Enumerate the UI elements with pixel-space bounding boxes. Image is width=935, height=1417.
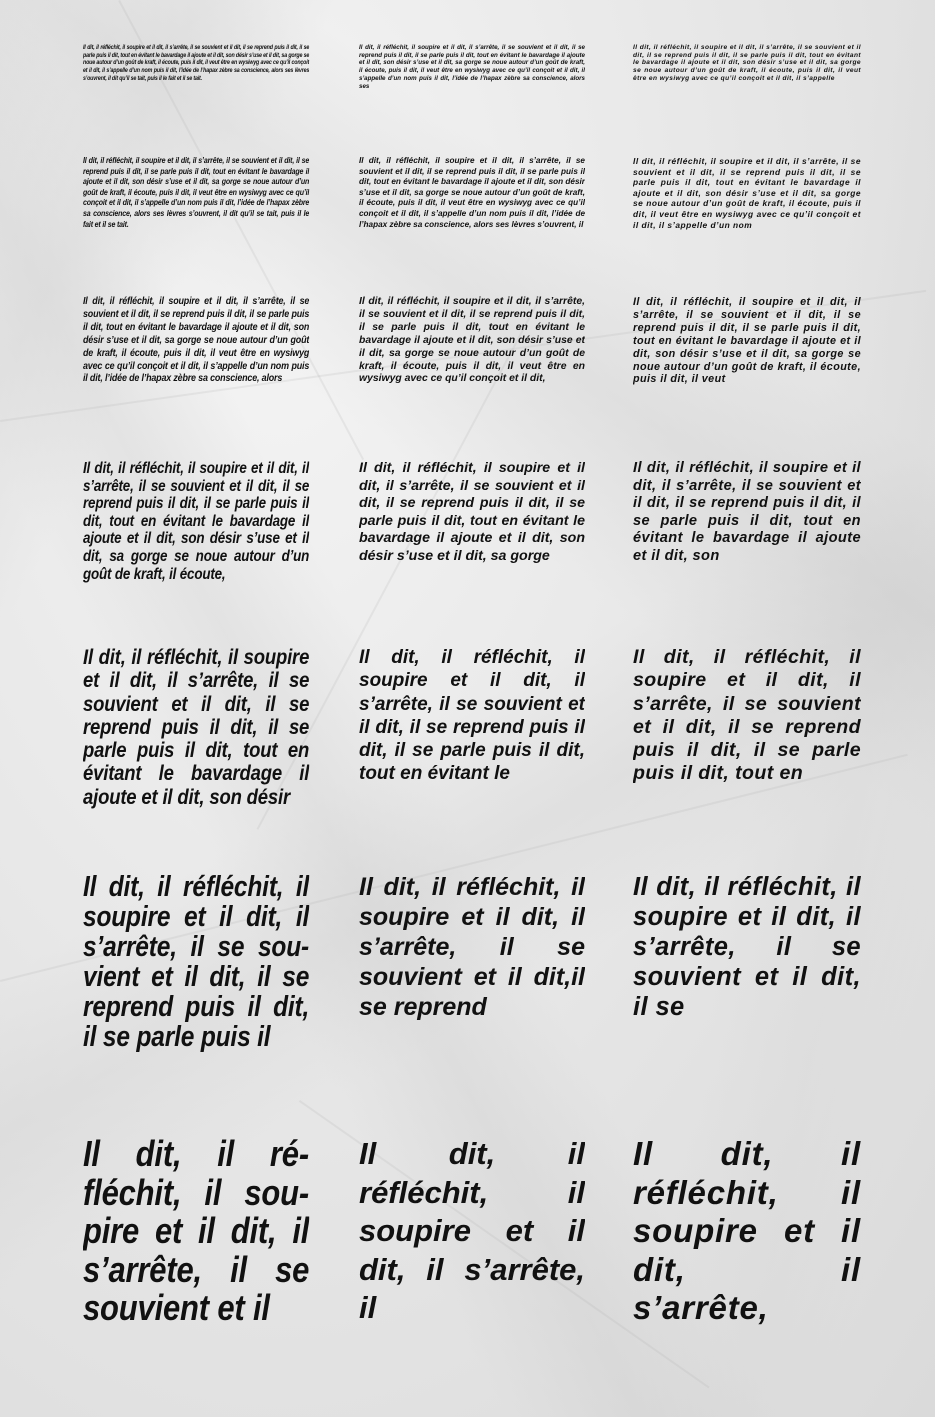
text-block-r4-c3: Il dit, il réfléchit, il soupire et il dit, il s’arrête, il se souvient et il dit, il se reprend puis il dit, il se parle puis il dit, tout en évitant le bavardage il ajoute et il dit, son [633, 460, 861, 564]
text-block-r5-c2: Il dit, il réfléchit, il soupire et il dit, il s’arrête, il se souvient et il dit, il se reprend puis il dit, il se parle puis il dit, tout en évitant le [359, 647, 585, 785]
text-block-r2-c3: Il dit, il réfléchit, il soupire et il dit, il s’arrête, il se souvient et il dit, il se reprend puis il dit, il se parle puis il dit, tout en évitant le bavardage il ajoute et il dit, son désir s’use et il dit, sa gorge se noue autour d’un goût de kraft, il écoute, puis il dit, il veut être en wysiwyg avec ce qu’il conçoit et il dit, il s’appelle d’un nom [633, 156, 861, 230]
text-block-r7-c1: Il dit, il réfléchit, il soupire et il dit, il s’arrête, il se souvient et il [83, 1135, 310, 1328]
text-block-r1-c2: Il dit, il réfléchit, il soupire et il dit, il s’arrête, il se souvient et il dit, il se reprend puis il dit, il se parle puis il dit, tout en évitant le bavardage il ajoute et il dit, son désir s’use et il dit, sa gorge se noue autour d’un goût de kraft, il écoute, puis il dit, il veut être en wysiwyg avec ce qu’il conçoit et il dit, il s’appelle d’un nom puis il dit, l’idée de l’hapax zèbre sa conscience, alors ses [359, 44, 585, 90]
text-block-r1-c1: Il dit, il réfléchit, il soupire et il dit, il s’arrête, il se souvient et il dit, il se reprend puis il dit, il se parle puis il dit, tout en évitant le bavardage il ajoute et il dit, son désir s’use et il dit, sa gorge se noue autour d’un goût de kraft, il écoute, puis il dit, il veut être en wysiwyg avec ce qu’il conçoit et il dit, il s’appelle d’un nom puis il dit, l’idée de l’hapax zèbre sa conscience, alors ses lèvres s’ouvrent, il dit qu’il se tait, puis il le fait et il se tait. [83, 44, 310, 82]
text-block-r3-c2: Il dit, il réfléchit, il soupire et il dit, il s’arrête, il se souvient et il dit, il se reprend puis il dit, il se parle puis il dit, tout en évitant le bavardage il ajoute et il dit, son désir s’use et il dit, sa gorge se noue autour d’un goût de kraft, il écoute, puis il dit, il veut être en wysiwyg avec ce qu’il conçoit et il dit, [359, 296, 585, 385]
text-block-r7-c2: Il dit, il réfléchit, il soupire et il dit, il s’arrête, il [359, 1136, 585, 1325]
text-block-r6-c2: Il dit, il réfléchit, il soupire et il dit, il s’arrête, il se souvient et il dit,il se reprend [359, 873, 585, 1021]
text-block-r2-c1: Il dit, il réfléchit, il soupire et il dit, il s’arrête, il se souvient et il dit, il se reprend puis il dit, il se parle puis il dit, tout en évitant le bavardage il ajoute et il dit, son désir s’use et il dit, sa gorge se noue autour d’un goût de kraft, il écoute, puis il dit, il veut être en wysiwyg avec ce qu’il conçoit et il dit, il s’appelle d’un nom puis il dit, l’idée de l’hapax zèbre sa conscience, alors ses lèvres s’ouvrent, il dit qu’il se tait, puis il le fait et il se tait. [83, 156, 310, 229]
text-block-r2-c2: Il dit, il réfléchit, il soupire et il dit, il s’arrête, il se souvient et il dit, il se reprend puis il dit, il se parle puis il dit, tout en évitant le bavardage il ajoute et il dit, son désir s’use et il dit, sa gorge se noue autour d’un goût de kraft, il écoute, puis il dit, il veut être en wysiwyg avec ce qu’il conçoit et il dit, il s’appelle d’un nom puis il dit, l’idée de l’hapax zèbre sa conscience, alors ses lèvres s’ouvrent, il [359, 156, 585, 229]
text-block-r3-c3: Il dit, il réfléchit, il soupire et il dit, il s’arrête, il se souvient et il dit, il se reprend puis il dit, il se parle puis il dit, tout en évitant le bavardage il ajoute et il dit, son désir s’use et il dit, sa gorge se noue autour d’un goût de kraft, il écoute, puis il dit, il veut [633, 296, 861, 386]
text-block-r7-c3: Il dit, il réfléchit, il soupire et il dit, il s’arrête, [633, 1135, 861, 1326]
text-block-r6-c3: Il dit, il réfléchit, il soupire et il dit, il s’arrête, il se souvient et il dit, il se [633, 873, 861, 1021]
text-block-r3-c1: Il dit, il réfléchit, il soupire et il dit, il s’arrête, il se souvient et il dit, il se reprend puis il dit, il se parle puis il dit, tout en évitant le bavardage il ajoute et il dit, son désir s’use et il dit, sa gorge se noue autour d’un goût de kraft, il écoute, puis il dit, il veut être en wysiwyg avec ce qu’il conçoit et il dit, il s’appelle d’un nom puis il dit, l’idée de l’hapax zèbre sa conscience, alors [83, 296, 310, 385]
text-block-r6-c1: Il dit, il réfléchit, il soupire et il dit, il s’arrête, il se souvient et il dit, il se reprend puis il dit, il se parle puis il [83, 872, 310, 1053]
text-block-r4-c2: Il dit, il réfléchit, il soupire et il dit, il s’arrête, il se souvient et il dit, il se reprend puis il dit, il se parle puis il dit, tout en évitant le bavardage il ajoute et il dit, son désir s’use et il dit, sa gorge [359, 460, 585, 564]
text-block-r5-c3: Il dit, il réfléchit, il soupire et il dit, il s’arrête, il se souvient et il dit, il se reprend puis il dit, il se parle puis il dit, tout en [633, 646, 861, 785]
text-block-r1-c3: Il dit, il réfléchit, il soupire et il dit, il s’arrête, il se souvient et il dit, il se reprend puis il dit, il se parle puis il dit, tout en évitant le bavardage il ajoute et il dit, son désir s’use et il dit, sa gorge se noue autour d’un goût de kraft, il écoute, puis il dit, il veut être en wysiwyg avec ce qu’il conçoit et il dit, il s’appelle [633, 44, 861, 82]
text-block-r5-c1: Il dit, il réfléchit, il soupire et il dit, il s’arrête, il se souvient et il dit, il se reprend puis il dit, il se parle puis il dit, tout en évitant le bavardage il ajoute et il dit, son désir [83, 646, 310, 809]
text-block-r4-c1: Il dit, il réfléchit, il soupire et il dit, il s’arrête, il se souvient et il dit, il se reprend puis il dit, il se parle puis il dit, tout en évitant le bavardage il ajoute et il dit, son désir s’use et il dit, sa gorge se noue autour d’un goût de kraft, il écoute, [83, 460, 310, 583]
